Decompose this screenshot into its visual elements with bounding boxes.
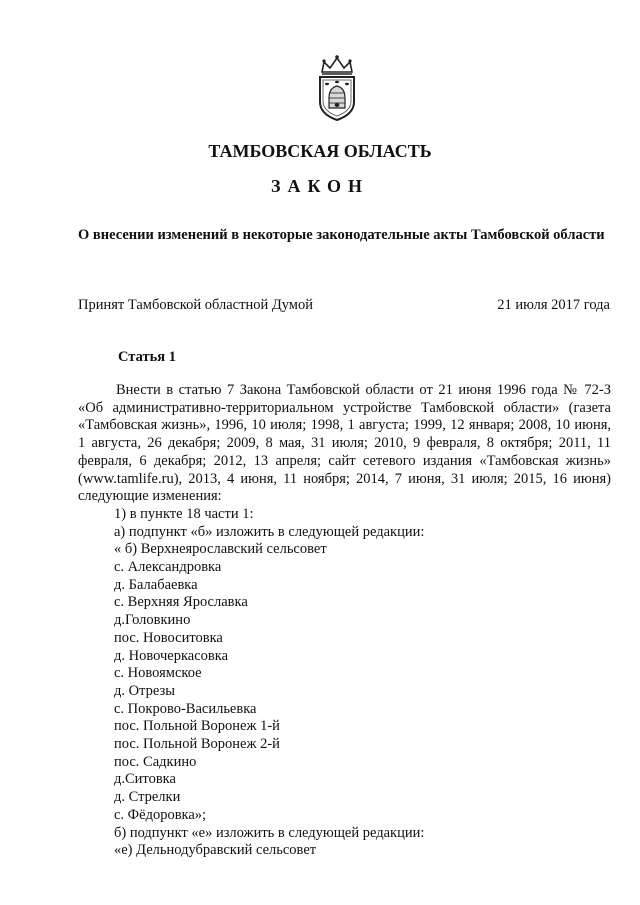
list-item: а) подпункт «б» изложить в следующей редакции:	[114, 523, 425, 540]
law-subject: О внесении изменений в некоторые законодательные акты Тамбовской области	[78, 227, 605, 243]
list-item: пос. Польной Воронеж 1-й	[114, 718, 280, 735]
tambov-coat-of-arms-icon	[312, 52, 362, 122]
list-item: с. Верхняя Ярославка	[114, 594, 248, 611]
list-item: д. Отрезы	[114, 682, 175, 699]
list-item: д. Новочеркасовка	[114, 647, 229, 664]
list-item: д.Ситовка	[114, 771, 176, 788]
list-item: д.Головкино	[114, 612, 191, 629]
list-item: пос. Новоситовка	[114, 629, 223, 646]
article-intro-paragraph: Внести в статью 7 Закона Тамбовской области от 21 июня 1996 года № 72-З «Об административно-территориальном устройстве Тамбовской области» (газета «Тамбовская жизнь», 1996, 10 июля; 1998, 1 августа; 1999, 12 января; 2008, 10 июня, 1 августа, 26 декабря; 2009, 8 мая, 31 июля; 2010, 9 февраля, 8 октября; 2011, 11 февраля, 6 декабря; 2012, 13 апреля; сайт сетевого издания «Тамбовская жизнь» (www.tamlife.ru), 2013, 4 июня, 11 ноября; 2014, 7 июня, 31 июля; 2015, 16 июня) следующие изменения:	[78, 382, 611, 505]
article-heading: Статья 1	[118, 349, 176, 365]
list-item: 1) в пункте 18 части 1:	[114, 505, 254, 522]
list-item: б) подпункт «е» изложить в следующей редакции:	[114, 824, 425, 841]
list-item: д. Стрелки	[114, 789, 181, 806]
article-body	[78, 382, 611, 860]
list-item: « б) Верхнеярославский сельсовет	[114, 541, 327, 558]
adoption-date: 21 июля 2017 года	[497, 297, 610, 313]
list-item: пос. Польной Воронеж 2-й	[114, 736, 280, 753]
list-item: с. Фёдоровка»;	[114, 806, 207, 823]
region-title: ТАМБОВСКАЯ ОБЛАСТЬ	[208, 141, 432, 161]
document-type-title: ЗАКОН	[270, 176, 370, 196]
list-item: пос. Садкино	[114, 753, 197, 770]
list-item: д. Балабаевка	[114, 576, 198, 593]
list-item: с. Покрово-Васильевка	[114, 700, 257, 717]
adoption-row	[78, 296, 610, 314]
list-item: с. Новоямское	[114, 665, 202, 682]
list-item: «е) Дельнодубравский сельсовет	[114, 842, 317, 859]
list-item: с. Александровка	[114, 559, 222, 576]
adopted-by: Принят Тамбовской областной Думой	[78, 297, 313, 313]
